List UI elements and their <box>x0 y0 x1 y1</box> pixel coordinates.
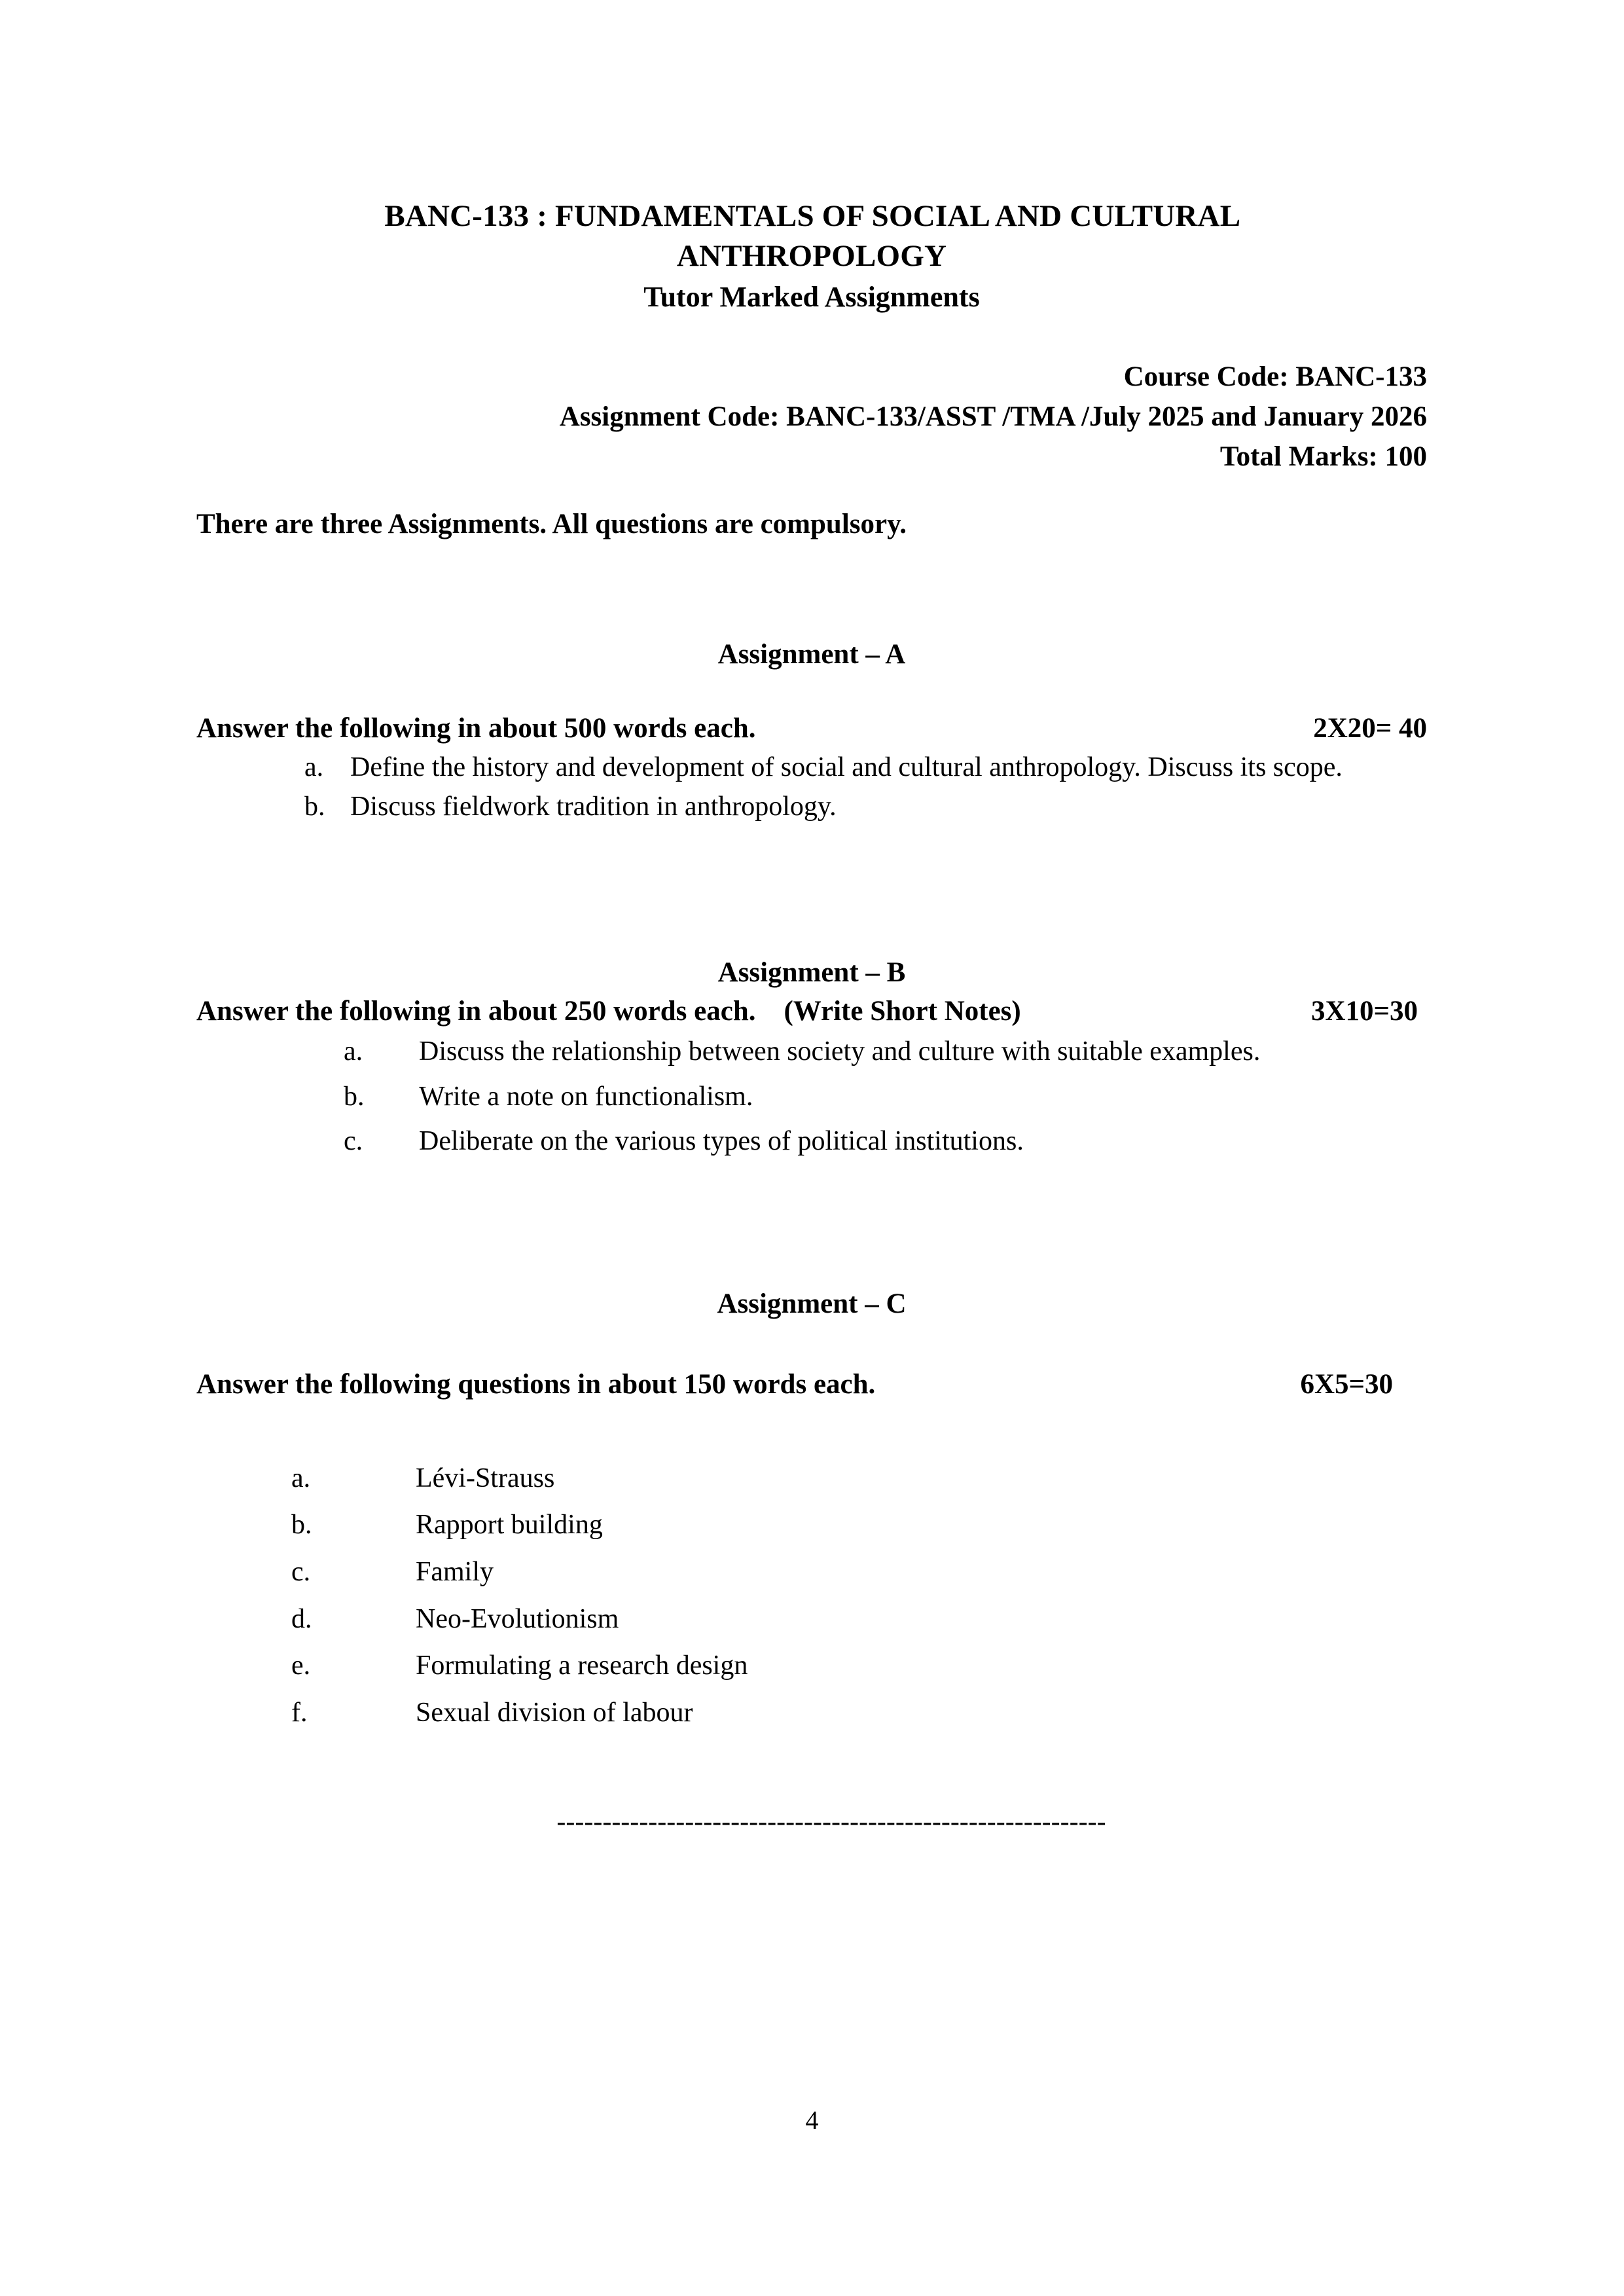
list-item-text: Neo-Evolutionism <box>416 1603 619 1634</box>
list-item-text: Formulating a research design <box>416 1650 748 1681</box>
list-item-marker: f. <box>291 1697 308 1728</box>
assignment-b-marks: 3X10=30 <box>1310 996 1418 1027</box>
list-item-text: Lévi-Strauss <box>416 1463 555 1493</box>
document-subtitle: Tutor Marked Assignments <box>643 281 980 314</box>
assignment-a-instruction: Answer the following in about 500 words each. <box>196 713 756 744</box>
list-item-marker: b. <box>344 1081 365 1112</box>
assignment-a-marks: 2X20= 40 <box>1313 713 1427 744</box>
document-title <box>268 196 1355 276</box>
course-code: Course Code: BANC-133 <box>1123 361 1427 393</box>
assignment-a-heading: Assignment – A <box>717 639 906 670</box>
list-item-text: Write a note on functionalism. <box>419 1081 753 1112</box>
document-title-line-2: ANTHROPOLOGY <box>676 239 947 274</box>
section-separator: ------------------------------------------------------------ <box>556 1807 1106 1838</box>
list-item-marker: d. <box>291 1603 312 1634</box>
assignment-b-question-list <box>196 1034 1427 1159</box>
list-item-marker: c. <box>344 1126 363 1157</box>
list-item-marker: a. <box>291 1463 311 1493</box>
list-item <box>196 1079 1427 1115</box>
assignment-a-question-list <box>196 750 1427 826</box>
list-item-marker: c. <box>291 1557 311 1588</box>
list-item <box>196 1554 1427 1590</box>
list-item-marker: a. <box>304 752 324 783</box>
list-item <box>196 1034 1427 1070</box>
list-item-text: Discuss fieldwork tradition in anthropology. <box>350 792 837 822</box>
list-item <box>196 1695 1427 1731</box>
assignment-c-heading: Assignment – C <box>717 1288 907 1319</box>
list-item <box>196 1601 1427 1637</box>
list-item-text: Sexual division of labour <box>416 1697 693 1728</box>
list-item <box>196 750 1427 786</box>
list-item-marker: e. <box>291 1650 311 1681</box>
list-item-text: Deliberate on the various types of political institutions. <box>419 1126 1024 1157</box>
list-item-marker: a. <box>344 1036 363 1067</box>
assignment-a-instruction-row <box>196 712 1427 744</box>
list-item-text: Family <box>416 1557 494 1588</box>
list-item-text: Discuss the relationship between society and culture with suitable examples. <box>419 1036 1261 1067</box>
assignment-c-instruction-row <box>196 1368 1427 1400</box>
document-content <box>196 0 1427 1838</box>
list-item-marker: b. <box>291 1510 312 1540</box>
list-item <box>196 1648 1427 1684</box>
assignment-b-instruction-row <box>196 995 1427 1027</box>
list-item <box>196 1461 1427 1497</box>
assignment-b-instruction: Answer the following in about 250 words each. (Write Short Notes) <box>196 996 1021 1027</box>
list-item <box>196 1507 1427 1543</box>
assignment-b-heading: Assignment – B <box>717 957 906 989</box>
list-item <box>196 1123 1427 1159</box>
list-item <box>196 789 1427 826</box>
title-block <box>196 0 1427 314</box>
list-item-text: Rapport building <box>416 1510 603 1540</box>
assignment-c-marks: 6X5=30 <box>1300 1368 1393 1400</box>
list-item-text: Define the history and development of social and cultural anthropology. Discuss its scope. <box>350 752 1343 783</box>
document-title-line-1: BANC-133 : FUNDAMENTALS OF SOCIAL AND CULTURAL <box>384 199 1239 233</box>
course-meta-block <box>196 357 1427 477</box>
compulsory-note: There are three Assignments. All questions are compulsory. <box>196 509 907 540</box>
assignment-c-question-list <box>196 1461 1427 1731</box>
list-item-marker: b. <box>304 792 325 822</box>
assignment-code: Assignment Code: BANC-133/ASST /TMA /July 2025 and January 2026 <box>559 401 1427 433</box>
assignment-c-instruction: Answer the following questions in about 150 words each. <box>196 1368 876 1400</box>
total-marks: Total Marks: 100 <box>1219 441 1427 473</box>
page-number: 4 <box>805 2105 819 2135</box>
